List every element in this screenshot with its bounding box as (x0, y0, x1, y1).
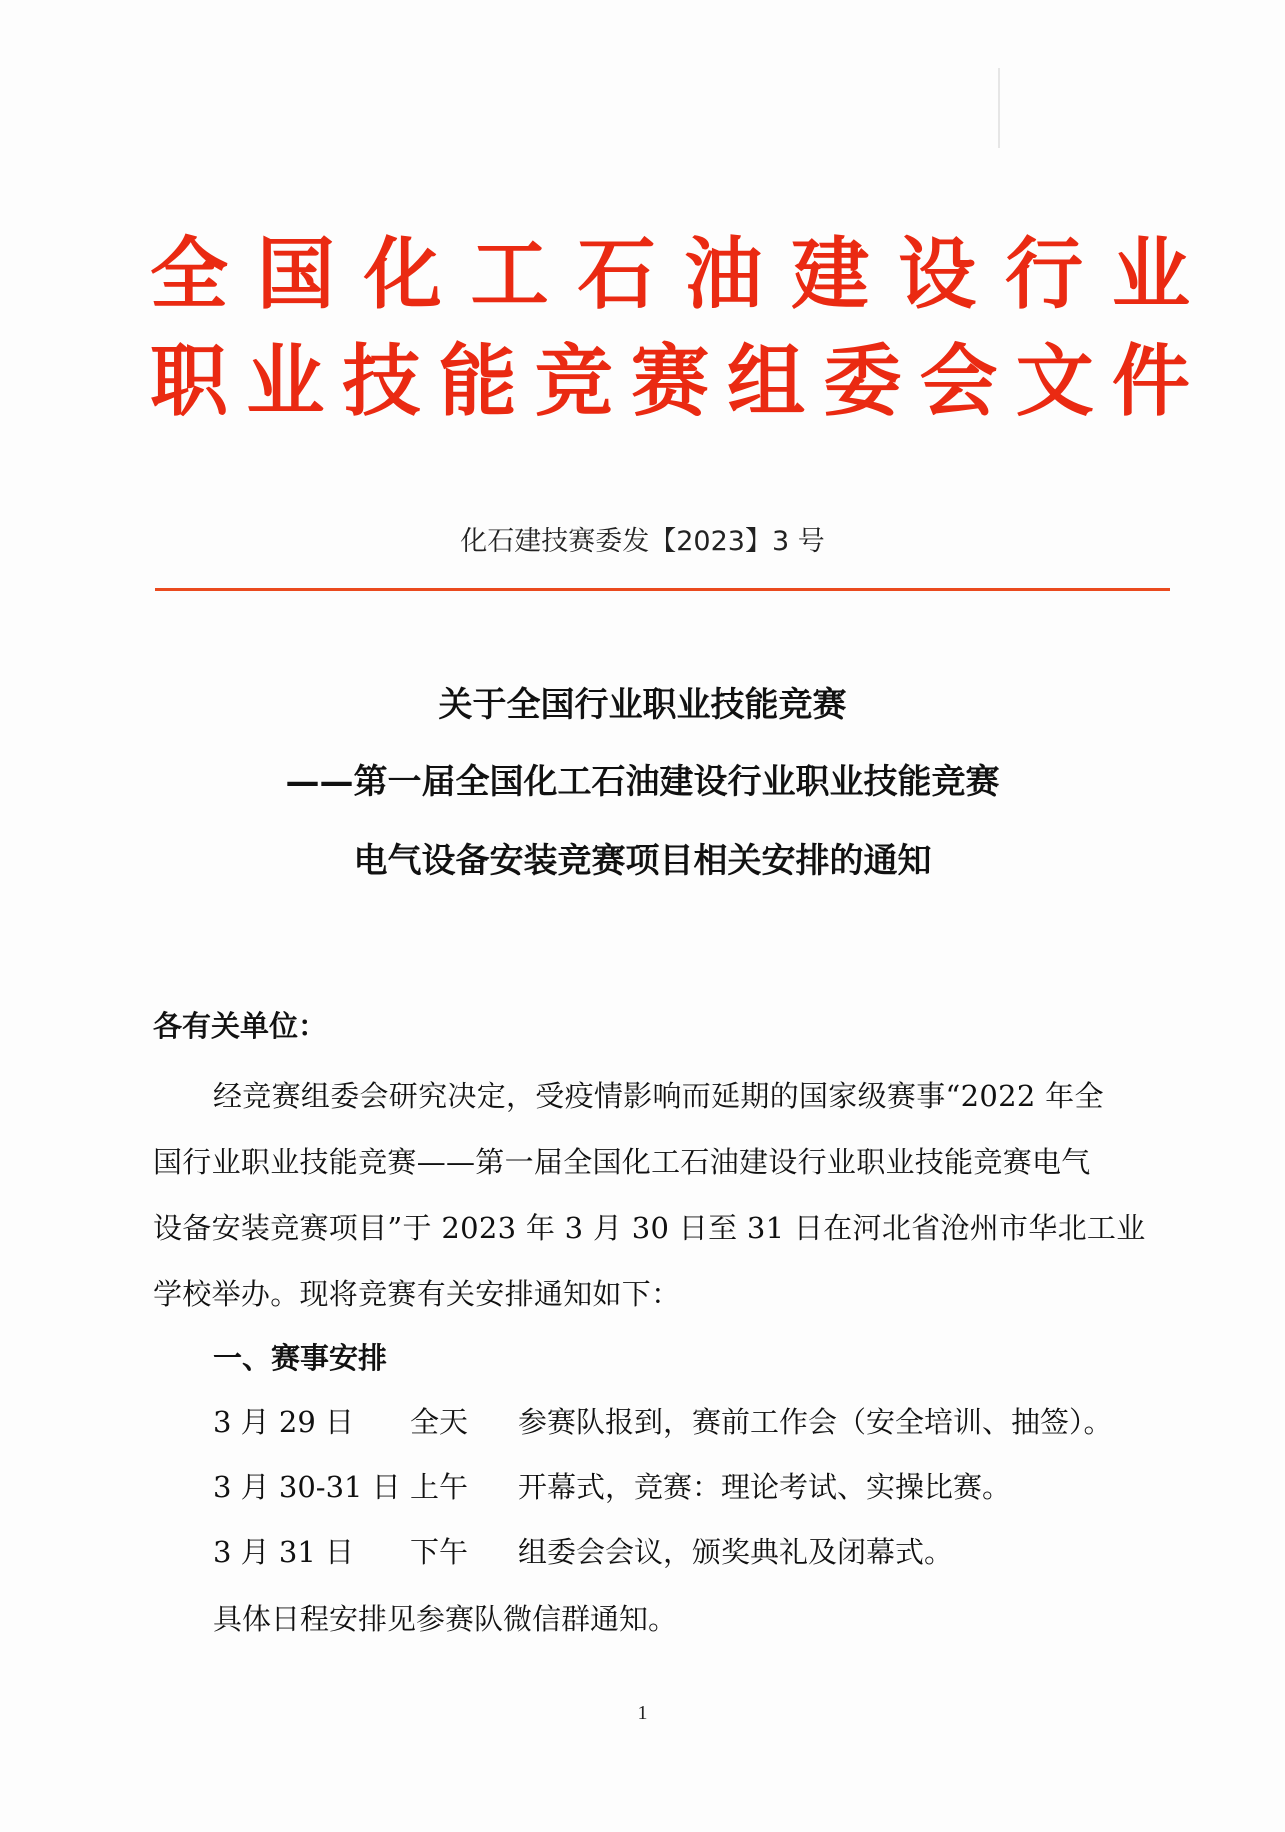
letterhead-char: 业 (246, 337, 325, 427)
schedule-date: 3 月 30-31 日 (213, 1470, 401, 1504)
letterhead-char: 行 (1005, 230, 1084, 320)
notice-title-line3: 电气设备安装竞赛项目相关安排的通知 (353, 841, 932, 881)
letterhead-char: 石 (577, 230, 656, 320)
schedule-period: 上午 (410, 1470, 469, 1504)
notice-title-line1: 关于全国行业职业技能竞赛 (438, 685, 847, 725)
section-heading: 一、赛事安排 (213, 1341, 388, 1375)
letterhead-divider (155, 588, 1170, 591)
body-paragraph-line: 设备安装竞赛项目”于 2023 年 3 月 30 日至 31 日在河北省沧州市华北工业 (153, 1211, 1146, 1245)
schedule-activity: 参赛队报到，赛前工作会（安全培训、抽签）。 (518, 1405, 1113, 1439)
letterhead-char: 职 (150, 337, 229, 427)
letterhead-char: 会 (919, 337, 998, 427)
body-paragraph-line: 国行业职业技能竞赛——第一届全国化工石油建设行业职业技能竞赛电气 (153, 1145, 1091, 1179)
page-number: 1 (637, 1702, 648, 1724)
letterhead-char: 建 (791, 230, 870, 320)
schedule-period: 下午 (410, 1535, 469, 1569)
schedule-activity: 组委会会议，颁奖典礼及闭幕式。 (518, 1535, 954, 1569)
body-paragraph-line: 经竞赛组委会研究决定，受疫情影响而延期的国家级赛事“2022 年全 (213, 1079, 1104, 1113)
letterhead-title-line1 (150, 225, 1190, 325)
letterhead-char: 全 (150, 230, 229, 320)
letterhead-char: 化 (363, 230, 442, 320)
letterhead-title-line2 (150, 332, 1190, 432)
schedule-date: 3 月 29 日 (213, 1405, 355, 1439)
salutation: 各有关单位： (153, 1009, 328, 1043)
schedule-date: 3 月 31 日 (213, 1535, 355, 1569)
letterhead-char: 技 (342, 337, 421, 427)
letterhead-char: 文 (1015, 337, 1094, 427)
letterhead-char: 能 (438, 337, 517, 427)
schedule-note: 具体日程安排见参赛队微信群通知。 (213, 1602, 678, 1636)
letterhead-char: 油 (684, 230, 763, 320)
letterhead-char: 国 (256, 230, 335, 320)
letterhead-char: 组 (727, 337, 806, 427)
letterhead-char: 工 (470, 230, 549, 320)
letterhead-char: 件 (1111, 337, 1190, 427)
document-number: 化石建技赛委发【2023】3 号 (460, 526, 825, 557)
schedule-activity: 开幕式，竞赛：理论考试、实操比赛。 (518, 1470, 1012, 1504)
letterhead-char: 设 (898, 230, 977, 320)
letterhead-char: 竞 (534, 337, 613, 427)
letterhead-char: 赛 (630, 337, 709, 427)
notice-title-line2: ——第一届全国化工石油建设行业职业技能竞赛 (285, 762, 1000, 802)
letterhead-char: 业 (1111, 230, 1190, 320)
scan-artifact (998, 68, 1000, 148)
body-paragraph-line: 学校举办。现将竞赛有关安排通知如下： (153, 1277, 681, 1311)
letterhead-char: 委 (823, 337, 902, 427)
schedule-period: 全天 (410, 1405, 469, 1439)
